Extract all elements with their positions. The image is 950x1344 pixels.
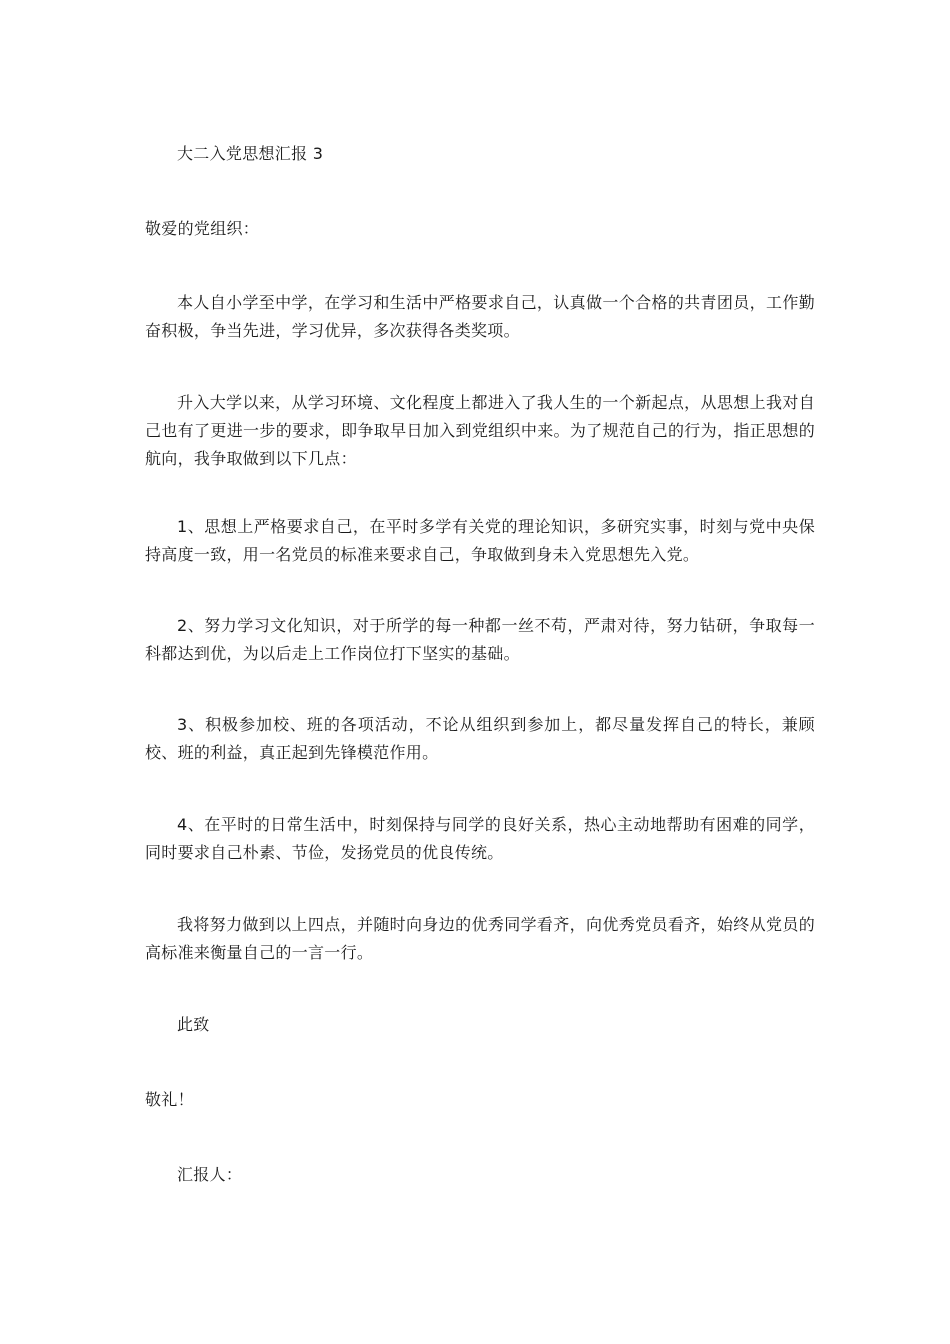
paragraph-point-1: 1、思想上严格要求自己，在平时多学有关党的理论知识，多研究实事，时刻与党中央保持高度一致，用一名党员的标准来要求自己，争取做到身未入党思想先入党。 [145, 517, 815, 564]
paragraph-commitment: 我将努力做到以上四点，并随时向身边的优秀同学看齐，向优秀党员看齐，始终从党员的高标准来衡量自己的一言一行。 [145, 915, 815, 962]
paragraph-point-2: 2、努力学习文化知识，对于所学的每一种都一丝不苟，严肃对待，努力钻研，争取每一科都达到优，为以后走上工作岗位打下坚实的基础。 [145, 616, 815, 663]
closing-salute: 敬礼！ [145, 1090, 194, 1109]
paragraph-point-4: 4、在平时的日常生活中，时刻保持与同学的良好关系，热心主动地帮助有困难的同学，同时要求自己朴素、节俭，发扬党员的优良传统。 [145, 815, 815, 862]
paragraph-point-3: 3、积极参加校、班的各项活动，不论从组织到参加上，都尽量发挥自己的特长，兼顾校、班的利益，真正起到先锋模范作用。 [145, 715, 815, 762]
paragraph-university: 升入大学以来，从学习环境、文化程度上都进入了我人生的一个新起点，从思想上我对自己也有了更进一步的要求，即争取早日加入到党组织中来。为了规范自己的行为，指正思想的航向，我争取做到以下几点： [145, 393, 815, 468]
document-title: 大二入党思想汇报 3 [177, 144, 324, 163]
closing-regards: 此致 [177, 1015, 210, 1034]
paragraph-intro: 本人自小学至中学，在学习和生活中严格要求自己，认真做一个合格的共青团员，工作勤奋积极，争当先进，学习优异，多次获得各类奖项。 [145, 293, 815, 340]
salutation: 敬爱的党组织： [145, 219, 260, 238]
reporter-label: 汇报人： [177, 1165, 243, 1184]
